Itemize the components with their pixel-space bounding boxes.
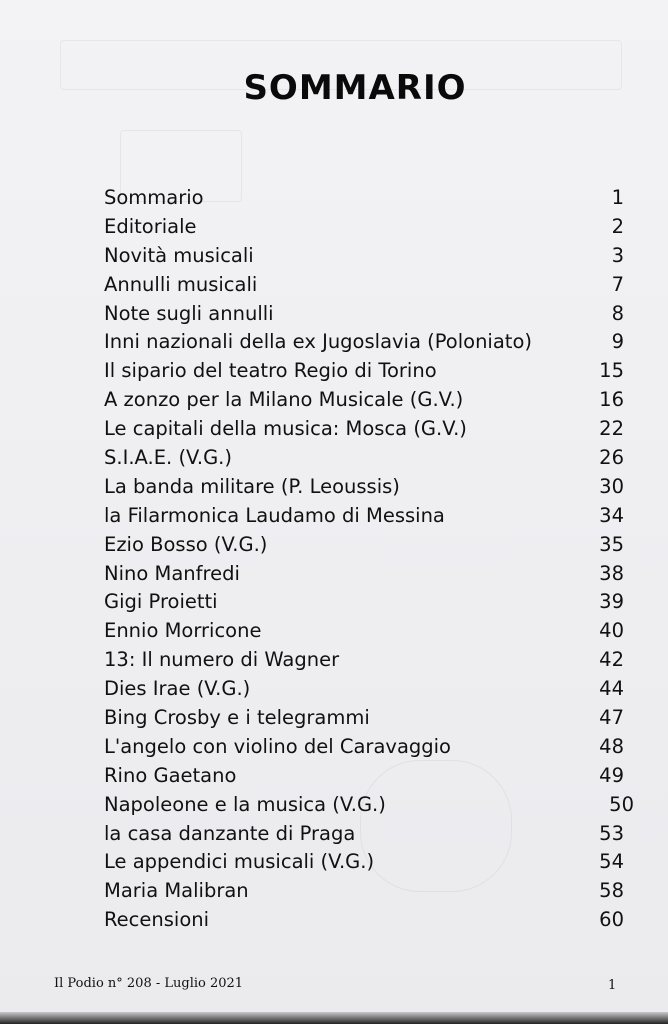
toc-entry xyxy=(104,271,624,300)
toc-entry xyxy=(104,328,624,357)
toc-entry xyxy=(104,415,624,444)
toc-entry xyxy=(104,502,624,531)
page-edge-shadow xyxy=(0,1012,668,1024)
toc-entry xyxy=(104,877,624,906)
toc-entry-page: 34 xyxy=(599,503,624,527)
toc-entry-page: 1 xyxy=(611,186,624,209)
page-number: 1 xyxy=(608,978,617,993)
toc-entry-page: 54 xyxy=(599,850,624,874)
toc-entry-page: 35 xyxy=(599,532,624,556)
toc-entry-page: 16 xyxy=(599,388,624,412)
toc-entry-title: Editoriale xyxy=(104,214,197,238)
toc-entry-title: Ennio Morricone xyxy=(104,619,262,643)
table-of-contents xyxy=(104,184,634,935)
toc-entry-page: 60 xyxy=(599,908,624,932)
toc-entry-title: Note sugli annulli xyxy=(104,301,274,325)
toc-entry xyxy=(104,588,624,617)
toc-entry-page: 44 xyxy=(599,677,624,701)
toc-entry xyxy=(104,675,624,704)
toc-entry xyxy=(104,184,624,213)
toc-entry-title: Le appendici musicali (V.G.) xyxy=(104,850,375,874)
toc-entry-title: la casa danzante di Praga xyxy=(104,821,356,845)
toc-entry-page: 15 xyxy=(599,359,624,383)
toc-entry-title: 13: Il numero di Wagner xyxy=(104,648,340,672)
toc-entry xyxy=(104,617,624,646)
toc-entry xyxy=(104,357,624,386)
toc-entry-title: Novità musicali xyxy=(104,243,254,267)
toc-entry-title: Napoleone e la musica (V.G.) xyxy=(104,792,386,816)
toc-entry-page: 22 xyxy=(599,417,624,441)
toc-entry-title: Bing Crosby e i telegrammi xyxy=(104,706,370,730)
toc-entry-page: 39 xyxy=(599,590,624,614)
toc-entry-page: 26 xyxy=(599,446,624,470)
toc-entry-page: 38 xyxy=(599,561,624,585)
toc-entry-page: 40 xyxy=(599,619,624,643)
toc-entry xyxy=(104,733,624,762)
toc-entry-page: 49 xyxy=(599,763,624,787)
toc-entry xyxy=(104,560,624,589)
toc-entry-page: 7 xyxy=(611,272,624,296)
toc-entry-title: La banda militare (P. Leoussis) xyxy=(104,474,400,498)
toc-entry xyxy=(104,791,634,820)
toc-entry-title: Ezio Bosso (V.G.) xyxy=(104,532,268,556)
toc-entry-title: Recensioni xyxy=(104,908,210,932)
toc-entry-title: Inni nazionali della ex Jugoslavia (Poloniato) xyxy=(104,330,532,354)
toc-entry xyxy=(104,848,624,877)
toc-entry-page: 58 xyxy=(599,879,624,903)
toc-entry xyxy=(104,906,624,935)
toc-entry-page: 53 xyxy=(599,821,624,845)
toc-entry xyxy=(104,531,624,560)
toc-entry-page: 9 xyxy=(611,330,624,354)
toc-entry-title: S.I.A.E. (V.G.) xyxy=(104,446,232,470)
toc-entry xyxy=(104,242,624,271)
toc-entry-title: Maria Malibran xyxy=(104,879,249,903)
page-title: SOMMARIO xyxy=(243,68,467,108)
toc-entry-title: Annulli musicali xyxy=(104,272,258,296)
toc-entry xyxy=(104,704,624,733)
toc-entry-title: Nino Manfredi xyxy=(104,561,240,585)
toc-entry xyxy=(104,386,624,415)
toc-entry xyxy=(104,300,624,329)
toc-entry-title: la Filarmonica Laudamo di Messina xyxy=(104,503,445,527)
toc-entry xyxy=(104,213,624,242)
toc-entry-page: 2 xyxy=(611,214,624,238)
toc-entry-page: 8 xyxy=(611,301,624,325)
toc-entry-page: 47 xyxy=(599,706,624,730)
toc-entry xyxy=(104,762,624,791)
toc-entry-title: L'angelo con violino del Caravaggio xyxy=(104,734,451,758)
toc-entry-title: Gigi Proietti xyxy=(104,590,218,614)
toc-entry-page: 48 xyxy=(599,734,624,758)
toc-entry-page: 42 xyxy=(599,648,624,672)
toc-entry-title: Sommario xyxy=(104,186,204,209)
toc-entry xyxy=(104,444,624,473)
toc-entry-title: A zonzo per la Milano Musicale (G.V.) xyxy=(104,388,464,412)
issue-footer: Il Podio n° 208 - Luglio 2021 xyxy=(54,976,244,991)
toc-entry xyxy=(104,473,624,502)
toc-entry-title: Le capitali della musica: Mosca (G.V.) xyxy=(104,417,467,441)
toc-entry-title: Dies Irae (V.G.) xyxy=(104,677,251,701)
toc-entry xyxy=(104,820,624,849)
toc-entry-page: 50 xyxy=(609,792,634,816)
toc-entry xyxy=(104,646,624,675)
toc-entry-page: 3 xyxy=(611,243,624,267)
toc-entry-title: Rino Gaetano xyxy=(104,763,237,787)
toc-entry-title: Il sipario del teatro Regio di Torino xyxy=(104,359,437,383)
toc-entry-page: 30 xyxy=(599,474,624,498)
